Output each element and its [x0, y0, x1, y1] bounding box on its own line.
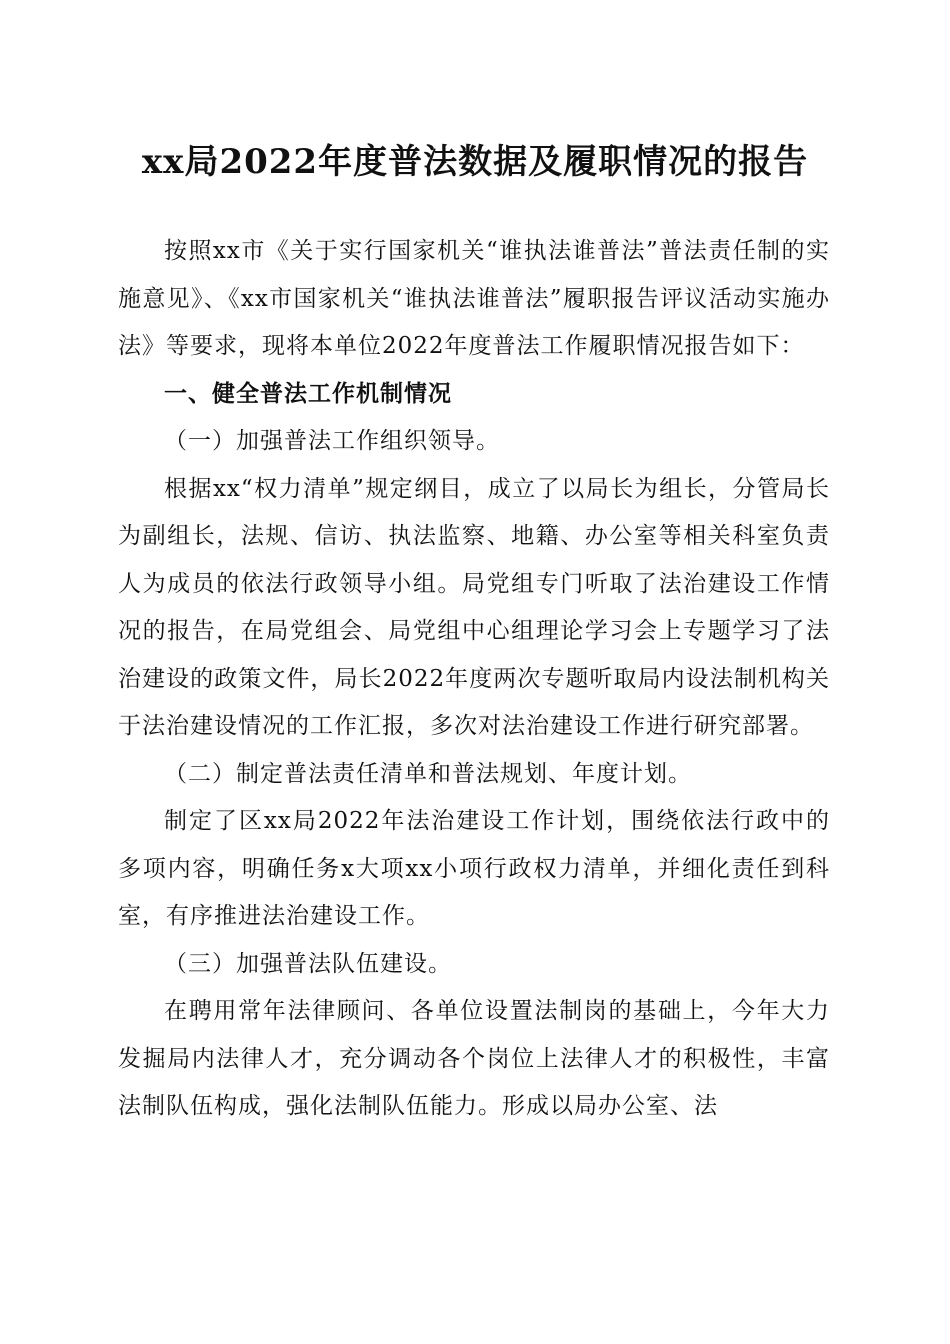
paragraph-intro: 按照xx市《关于实行国家机关“谁执法谁普法”普法责任制的实施意见》、《xx市国家机关“谁执法谁普法”履职报告评议活动实施办法》等要求，现将本单位2022年度普法工作履职情况报告如下： [118, 238, 830, 359]
paragraph-organization: 根据xx“权力清单”规定纲目，成立了以局长为组长，分管局长为副组长，法规、信访、执法监察、地籍、办公室等相关科室负责人为成员的依法行政领导小组。局党组专门听取了法治建设工作情况的报告，在局党组会、局党组中心组理论学习会上专题学习了法治建设的政策文件，局长2022年度两次专题听取局内设法制机构关于法治建设情况的工作汇报，多次对法治建设工作进行研究部署。 [118, 475, 830, 739]
subsection-heading-2: （二）制定普法责任清单和普法规划、年度计划。 [164, 760, 692, 787]
paragraph-team: 在聘用常年法律顾问、各单位设置法制岗的基础上，今年大力发掘局内法律人才，充分调动各个岗位上法律人才的积极性，丰富法制队伍构成，强化法制队伍能力。形成以局办公室、法 [118, 998, 830, 1119]
document-body [118, 228, 830, 1131]
paragraph-plan: 制定了区xx局2022年法治建设工作计划，围绕依法行政中的多项内容，明确任务x大项xx小项行政权力清单，并细化责任到科室，有序推进法治建设工作。 [118, 808, 830, 929]
subsection-heading-1: （一）加强普法工作组织领导。 [164, 428, 500, 454]
section-heading-1: 一、健全普法工作机制情况 [164, 380, 452, 407]
document-title: xx局2022年度普法数据及履职情况的报告 [141, 142, 809, 182]
subsection-heading-3: （三）加强普法队伍建设。 [164, 950, 452, 977]
